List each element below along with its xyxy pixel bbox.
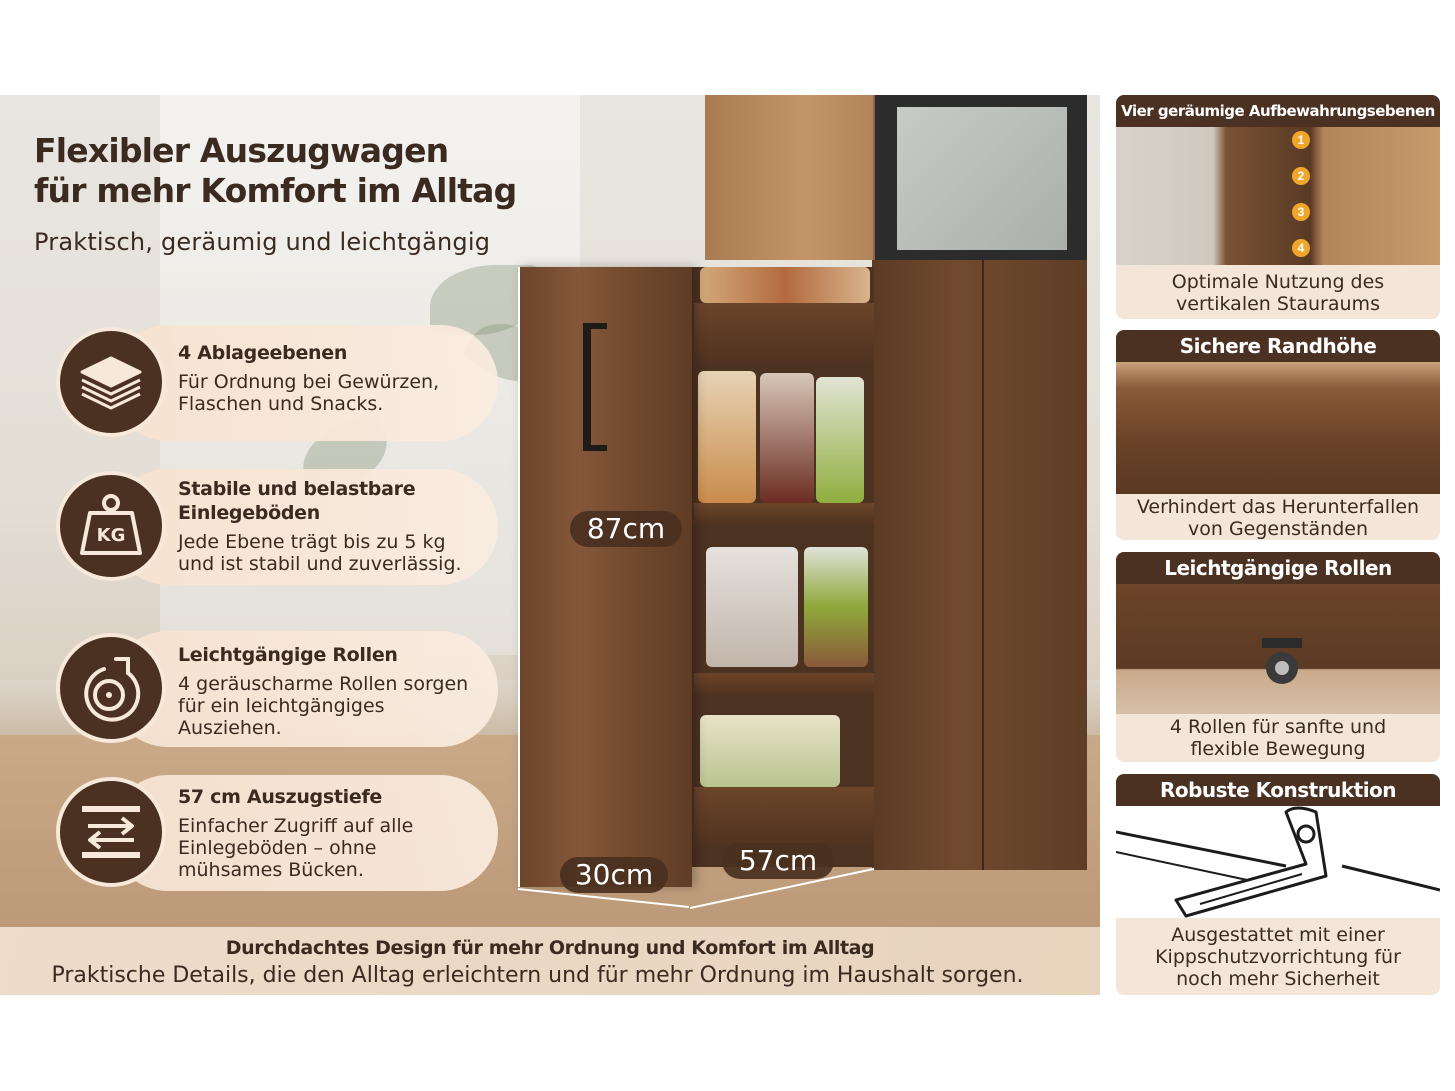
shelf-level-2 [694,503,874,525]
bottom-banner-subtitle: Praktische Details, die den Alltag erleichtern und für mehr Ordnung im Haushalt sorgen. [51,963,1024,988]
pull-out-door [518,267,692,887]
panel-image-edge [1116,362,1440,494]
bowls [700,715,840,787]
panel-casters [1116,552,1440,762]
panel-title: Sichere Randhöhe [1116,330,1440,362]
panel-title: Leichtgängige Rollen [1116,552,1440,584]
anti-tip-bracket-icon [1116,806,1440,918]
caster-wheel-icon [56,633,166,743]
panel-caption-line: noch mehr Sicherheit [1176,968,1380,990]
cabinet-body [872,260,1087,870]
depth-label: 57cm [722,843,834,879]
level-number-4: 4 [1292,239,1310,257]
feature-title: 57 cm Auszugstiefe [178,786,382,808]
upper-cabinet-door [705,95,875,260]
door-handle [583,323,591,451]
panel-title: Robuste Konstruktion [1116,774,1440,806]
feature-desc-line: Flaschen und Snacks. [178,393,384,415]
panel-caption-line: vertikalen Stauraums [1176,293,1380,315]
panel-safe-edge [1116,330,1440,540]
headline-line-2: für mehr Komfort im Alltag [34,171,517,210]
door-handle [583,323,607,329]
width-label: 30cm [560,857,668,893]
bottom-banner [0,927,1100,995]
panel-caption-line: flexible Bewegung [1190,738,1366,760]
feature-stable-shelves [52,465,498,589]
height-label: 87cm [570,511,682,547]
panel-storage-levels [1116,95,1440,319]
upper-glass-cabinet [875,95,1087,260]
glasses [706,547,798,667]
feature-casters [52,627,498,751]
feature-title: Stabile und belastbare [178,478,416,500]
feature-desc-line: mühsames Bücken. [178,859,364,881]
pull-out-arrows-icon [56,777,166,887]
feature-pull-out-depth [52,771,498,895]
feature-desc-line: Einlegeböden – ohne [178,837,377,859]
jar [804,547,868,667]
kg-weight-icon [56,471,166,581]
door-handle [583,445,607,451]
level-number-1: 1 [1292,131,1310,149]
feature-title-line-2: Einlegeböden [178,502,320,524]
shelf-level-1 [694,303,874,363]
height-dimension-line [518,267,520,887]
feature-title: Leichtgängige Rollen [178,644,398,666]
panel-title: Vier geräumige Aufbewahrungsebenen [1116,95,1440,127]
spice-jars [700,267,870,303]
panel-caption-line: 4 Rollen für sanfte und [1169,716,1387,738]
feature-title: 4 Ablageebenen [178,342,348,364]
glass-pane [897,107,1067,250]
product-scene [0,95,1100,995]
feature-desc-line: Ausziehen. [178,717,282,739]
feature-desc-line: Einfacher Zugriff auf alle [178,815,414,837]
panel-image-casters [1116,584,1440,714]
jar [816,377,864,503]
product-infographic [0,95,1455,995]
shelf-level-4 [694,787,874,847]
feature-shelves [52,321,498,445]
feature-desc-line: für ein leichtgängiges [178,695,385,717]
layers-icon [56,327,166,437]
shelf-level-3 [694,673,874,695]
svg-text:KG: KG [96,525,126,546]
headline [34,131,554,211]
level-number-2: 2 [1292,167,1310,185]
panel-robust-construction [1116,774,1440,995]
headline-subtitle: Praktisch, geräumig und leichtgängig [34,228,491,256]
level-number-3: 3 [1292,203,1310,221]
panel-caption-line: Kippschutzvorrichtung für [1155,946,1401,968]
bottom-banner-title: Durchdachtes Design für mehr Ordnung und Komfort im Alltag [225,937,875,959]
cabinet-seam [982,260,984,870]
jar [760,373,814,503]
feature-desc-line: Für Ordnung bei Gewürzen, [178,371,440,393]
feature-desc-line: 4 geräuscharme Rollen sorgen [178,673,469,695]
panel-caption-line: Ausgestattet mit einer [1171,924,1385,946]
panel-caption-line: Verhindert das Herunterfallen [1136,496,1420,518]
jar [698,371,756,503]
headline-line-1: Flexibler Auszugwagen [34,131,449,170]
panel-caption-line: Optimale Nutzung des [1171,271,1385,293]
panel-caption-line: von Gegenständen [1188,518,1368,540]
feature-desc-line: Jede Ebene trägt bis zu 5 kg [178,531,446,553]
panel-image-shelves [1116,127,1440,265]
feature-desc-line: und ist stabil und zuverlässig. [178,553,462,575]
